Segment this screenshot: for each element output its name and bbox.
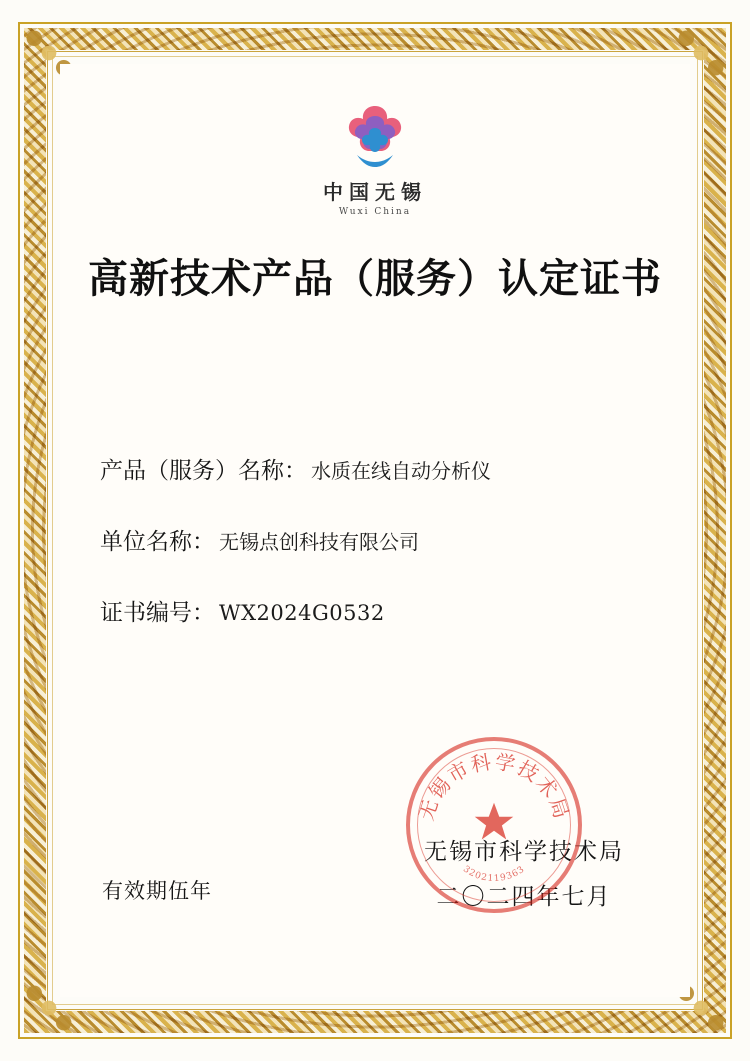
page-title: 高新技术产品（服务）认定证书 (88, 255, 662, 302)
validity-text: 有效期伍年 (102, 879, 212, 903)
logo-text-en: Wuxi China (338, 207, 412, 217)
field-label-certificate-number: 证书编号： (100, 600, 215, 626)
logo-block (60, 100, 690, 217)
field-label-company-name: 单位名称： (100, 529, 215, 555)
field-row-certificate-number (100, 594, 690, 627)
field-row-company-name (100, 523, 690, 556)
certificate-footer (60, 749, 690, 911)
certificate-content (60, 64, 690, 997)
logo-text-cn: 中国无锡 (323, 180, 427, 204)
seal-bottom-label: 3202119363 (461, 864, 527, 885)
fields-list (60, 452, 690, 627)
issue-date: 二〇二四年七月 (436, 884, 612, 910)
svg-text:无锡市科学技术局 (414, 749, 575, 823)
field-row-product-name (100, 452, 690, 485)
field-value-company-name: 无锡点创科技有限公司 (219, 530, 419, 554)
seal-arc-label: 无锡市科学技术局 (413, 749, 575, 824)
issuer-name: 无锡市科学技术局 (424, 839, 624, 865)
field-value-product-name: 水质在线自动分析仪 (311, 459, 491, 483)
field-value-certificate-number: WX2024G0532 (219, 601, 385, 625)
wuxi-city-logo-icon (327, 100, 423, 174)
issuer-block (413, 749, 648, 911)
field-label-product-name: 产品（服务）名称： (100, 458, 307, 484)
